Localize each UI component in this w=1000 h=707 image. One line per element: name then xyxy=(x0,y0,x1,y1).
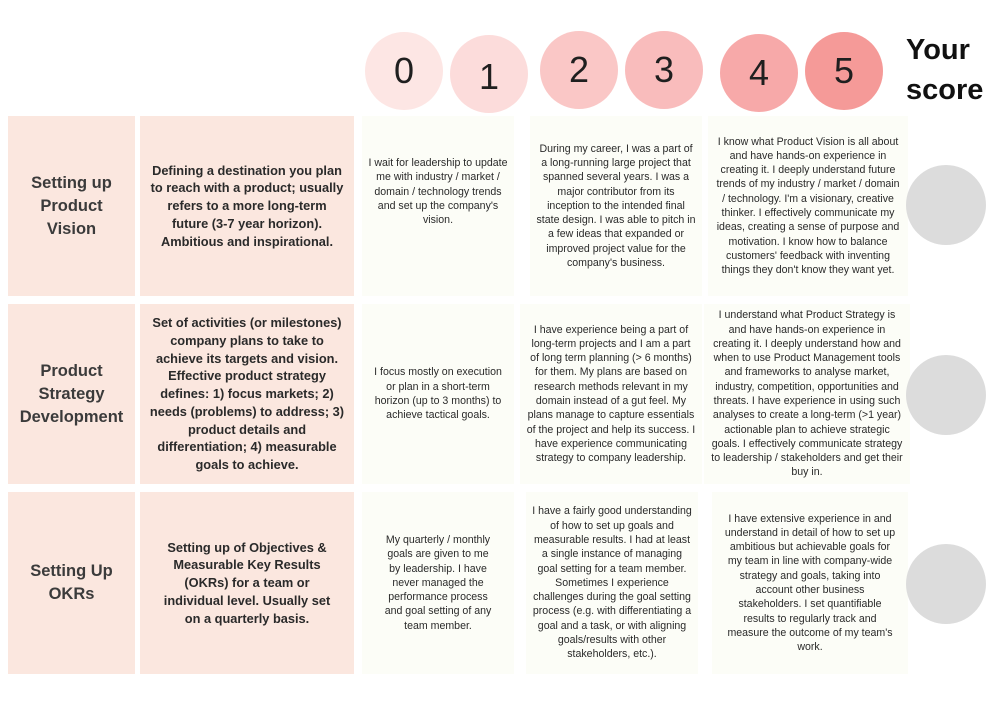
score-0-circle: 0 xyxy=(365,32,443,110)
your-score-heading xyxy=(906,30,1000,110)
level-high-text: I understand what Product Strategy is and have hands-on experience in creating it. I deeply understand how and when to use Product Management tools and frameworks to analyse market, industry, competition, opportunities and threats. I have experience in using such analyses to create a long-term (>1 year) actionable plan to achieve strategic goals. I effectively communicate strategy to leadership / stakeholders and get their buy in. xyxy=(711,309,903,479)
score-3-circle: 3 xyxy=(625,31,703,109)
score-1-circle: 1 xyxy=(450,35,528,113)
level-mid-product-strategy xyxy=(520,304,702,484)
level-mid-okrs xyxy=(526,492,698,674)
your-score-line2: score xyxy=(906,74,984,106)
level-low-product-vision xyxy=(362,116,514,296)
row-description-okrs xyxy=(140,492,354,674)
score-input-product-strategy[interactable] xyxy=(906,355,986,435)
level-mid-product-vision xyxy=(530,116,702,296)
score-2-circle: 2 xyxy=(540,31,618,109)
row-title-product-vision xyxy=(8,116,135,296)
level-high-text: I know what Product Vision is all about and have hands-on experience in creating it. I deeply understand future trends of my industry / market / domain / technology. I'm a visionary, creative thinker. I effectively communicate my ideas, creating a sense of purpose and motivation. I know how to balance customers' feedback with inventing things they don't know they want yet. xyxy=(716,135,900,277)
level-mid-text: I have experience being a part of long-term projects and I am a part of long term planning (> 6 months) for them. My plans are based on research methods relevant in my domain instead of a gut feel. My plans manage to capture essentials of the project and help its success. I have experience communicating strategy to company leadership. xyxy=(526,323,696,465)
level-low-product-strategy xyxy=(362,304,514,484)
level-low-text: I wait for leadership to update me with industry / market / domain / technology trends and set up the company's vision. xyxy=(368,157,508,227)
level-mid-text: During my career, I was a part of a long-running large project that spanned several years. I was a major contributor from its inception to the intended final state design. I was able to pitch in a few ideas that expanded or improved project value for the company's business. xyxy=(536,142,696,270)
row-description-text: Set of activities (or milestones) company plans to take to achieve its targets and vision. Effective product strategy defines: 1) focus markets; 2) needs (problems) to address; 3) product details and differentiation; 4) measurable goals to achieve. xyxy=(149,315,345,472)
level-high-okrs xyxy=(712,492,908,674)
score-input-product-vision[interactable] xyxy=(906,165,986,245)
row-title-text: Product Strategy Development xyxy=(19,361,124,426)
level-low-okrs xyxy=(362,492,514,674)
level-low-text: I focus mostly on execution or plan in a short-term horizon (up to 3 months) to achieve tactical goals. xyxy=(374,366,502,422)
row-description-text: Setting up of Objectives & Measurable Key Results (OKRs) for a team or individual level. Usually set on a quarterly basis. xyxy=(163,539,331,626)
row-description-product-vision xyxy=(140,116,354,296)
your-score-line1: Your xyxy=(906,34,970,66)
row-description-text: Defining a destination you plan to reach with a product; usually refers to a more long-term future (3-7 year horizon). Ambitious and inspirational. xyxy=(150,162,344,249)
level-high-text: I have extensive experience in and understand in detail of how to set up ambitious but achievable goals for my team in line with company-wide strategy and goals, taking into account other business stakeholders. I set quantifiable results to regularly track and measure the outcome of my team's work. xyxy=(724,512,896,654)
score-input-okrs[interactable] xyxy=(906,544,986,624)
level-high-product-vision xyxy=(708,116,908,296)
row-description-product-strategy xyxy=(140,304,354,484)
score-4-circle: 4 xyxy=(720,34,798,112)
row-title-okrs xyxy=(8,492,135,674)
level-low-text: My quarterly / monthly goals are given to me by leadership. I have never managed the performance process and goal setting of any team member. xyxy=(384,533,492,632)
row-title-text: Setting Up OKRs xyxy=(30,562,113,603)
score-5-circle: 5 xyxy=(805,32,883,110)
row-title-product-strategy xyxy=(8,304,135,484)
level-mid-text: I have a fairly good understanding of how to set up goals and measurable results. I had at least a single instance of managing goal setting for a team member. Sometimes I experience challenges during the goal setting process (e.g. with differentiating a goal and a task, or with aligning goals/results with other stakeholders, etc.). xyxy=(532,505,692,661)
row-title-text: Setting up Product Vision xyxy=(31,173,112,238)
level-high-product-strategy xyxy=(704,304,910,484)
